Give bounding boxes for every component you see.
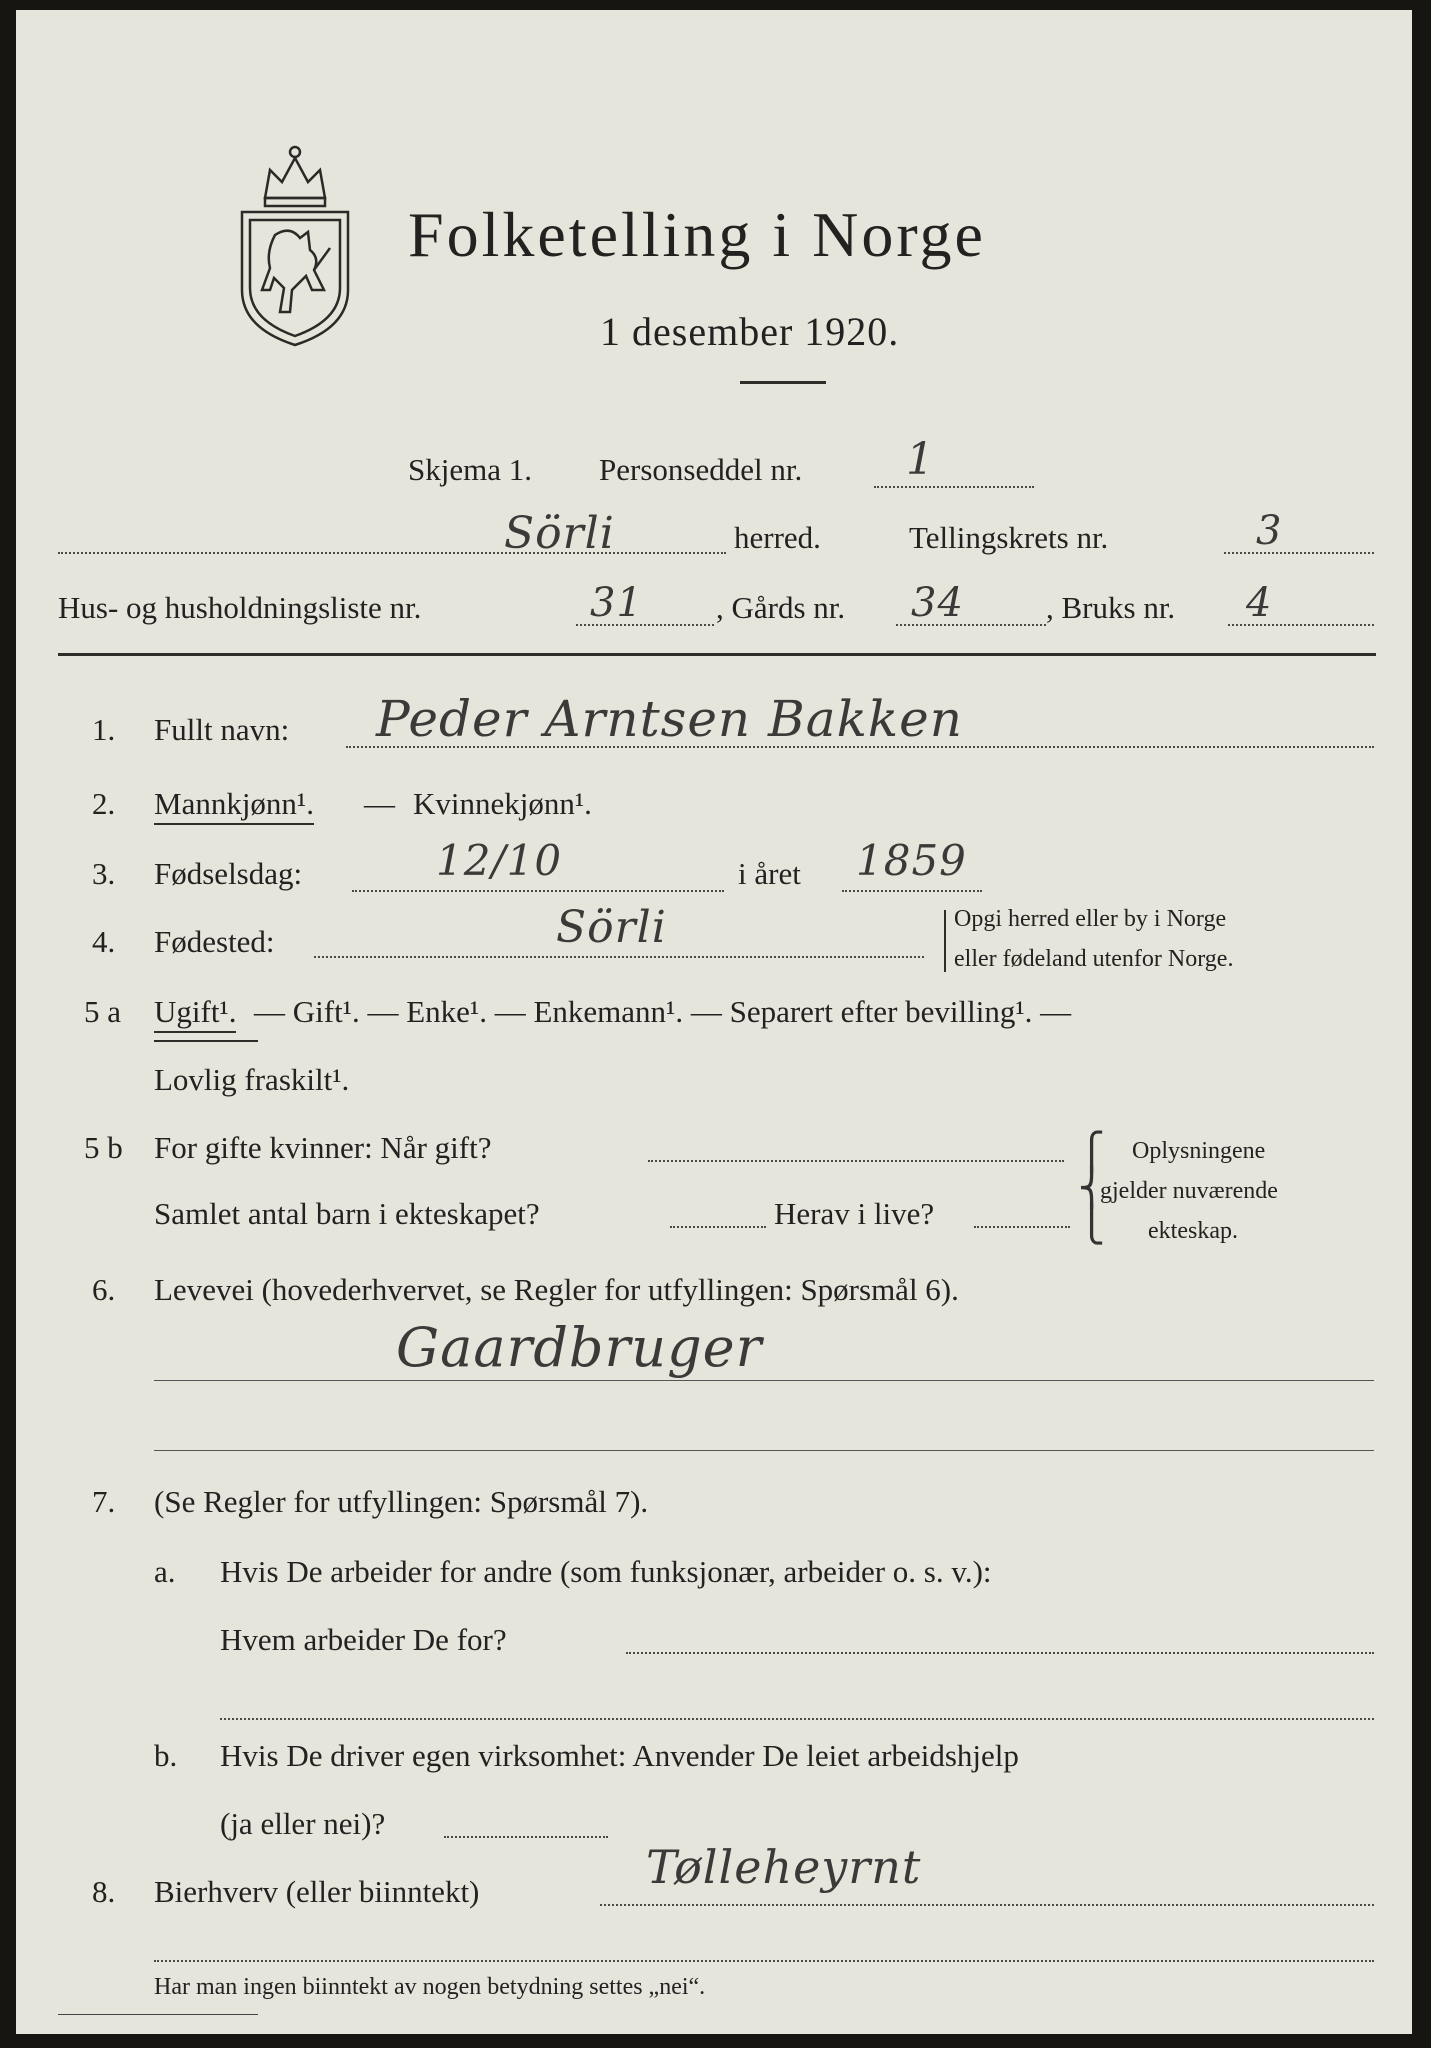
birthplace-line [314, 956, 924, 958]
employer-label: Hvem arbeider De for? [220, 1622, 507, 1657]
ugift-underline [154, 1040, 258, 1042]
q4-number: 4. [92, 924, 116, 959]
full-name-value[interactable]: Peder Arntsen Bakken [376, 690, 963, 748]
children-alive-label: Herav i live? [774, 1196, 935, 1231]
q4-label: Fødested: [154, 924, 275, 959]
q4-note-line2: eller fødeland utenfor Norge. [954, 946, 1234, 972]
q3-year-label: i året [738, 856, 801, 891]
q5b-label: For gifte kvinner: Når gift? [154, 1130, 492, 1165]
q1-label: Fullt navn: [154, 712, 290, 747]
gards-label: , Gårds nr. [716, 590, 846, 625]
q4-note-line1: Opgi herred eller by i Norge [954, 906, 1227, 932]
q7b-label: Hvis De driver egen virksomhet: Anvender De leiet arbeidshjelp [220, 1738, 1019, 1773]
q4-note-bracket [944, 910, 946, 972]
q5b-brace-mid: ⎨ [1078, 1168, 1105, 1208]
side-income-line [600, 1904, 1374, 1906]
census-form [16, 10, 1412, 2034]
bruks-label: , Bruks nr. [1046, 590, 1176, 625]
tellingskrets-label: Tellingskrets nr. [909, 520, 1109, 555]
children-count-line [670, 1226, 766, 1228]
q5b-note-line1: Oplysningene [1132, 1138, 1266, 1164]
personseddel-label: Personseddel nr. [599, 452, 803, 487]
married-when-line [648, 1160, 1064, 1162]
birth-year-line [842, 890, 982, 892]
tellingskrets-value[interactable]: 3 [1256, 508, 1283, 554]
children-count-label: Samlet antal barn i ekteskapet? [154, 1196, 540, 1231]
hus-label: Hus- og husholdningsliste nr. [58, 590, 422, 625]
occupation-value[interactable]: Gaardbruger [396, 1316, 763, 1379]
divorced-option[interactable]: Lovlig fraskilt¹. [154, 1062, 350, 1097]
children-alive-line [974, 1226, 1070, 1228]
personseddel-line [874, 486, 1034, 488]
hired-help-line [444, 1836, 608, 1838]
employer-line [626, 1652, 1374, 1654]
q8-number: 8. [92, 1874, 116, 1909]
marital-status-options[interactable]: — Gift¹. — Enke¹. — Enkemann¹. — Separert efter bevilling¹. — [254, 994, 1072, 1029]
employer-line-2 [220, 1718, 1374, 1720]
birthdate-line [352, 890, 724, 892]
q2-separator: — [364, 786, 395, 821]
tellingskrets-line [1224, 552, 1374, 554]
q7a-letter: a. [154, 1554, 176, 1589]
q5b-brace-top: ⎧ [1078, 1132, 1105, 1172]
q6-label: Levevei (hovederhvervet, se Regler for utfyllingen: Spørsmål 6). [154, 1272, 959, 1307]
hired-help-label: (ja eller nei)? [220, 1806, 386, 1841]
q2-number: 2. [92, 786, 116, 821]
skjema-label: Skjema 1. [408, 452, 532, 487]
gards-value[interactable]: 34 [911, 580, 964, 626]
footer-note: Har man ingen biinntekt av nogen betydning settes „nei“. [154, 1974, 706, 2000]
header-divider [58, 653, 1376, 656]
occupation-line-1 [154, 1380, 1374, 1381]
bruks-value[interactable]: 4 [1246, 580, 1273, 626]
q5a-number: 5 a [84, 994, 122, 1029]
herred-value[interactable]: Sörli [504, 508, 615, 559]
census-date: 1 desember 1920. [600, 309, 900, 354]
norwegian-coat-of-arms-icon [230, 140, 360, 355]
q7a-label: Hvis De arbeider for andre (som funksjonær, arbeider o. s. v.): [220, 1554, 992, 1589]
q3-label: Fødselsdag: [154, 856, 303, 891]
q7b-letter: b. [154, 1738, 178, 1773]
male-option[interactable]: Mannkjønn¹. [154, 786, 314, 825]
personseddel-value[interactable]: 1 [906, 434, 935, 485]
form-title: Folketelling i Norge [408, 199, 986, 270]
q1-number: 1. [92, 712, 116, 747]
q6-number: 6. [92, 1272, 116, 1307]
herred-line [58, 552, 726, 554]
q5b-note-line3: ekteskap. [1148, 1218, 1238, 1244]
q7-number: 7. [92, 1484, 116, 1519]
q8-label: Bierhverv (eller biinntekt) [154, 1874, 480, 1909]
title-divider [740, 381, 826, 384]
q3-number: 3. [92, 856, 116, 891]
birthplace-value[interactable]: Sörli [556, 902, 667, 953]
side-income-line-2 [154, 1960, 1374, 1962]
unmarried-option[interactable]: Ugift¹. [154, 994, 236, 1033]
q5b-brace-bottom: ⎩ [1078, 1204, 1105, 1244]
birthdate-value[interactable]: 12/10 [436, 836, 563, 885]
occupation-line-2 [154, 1450, 1374, 1451]
herred-label: herred. [734, 520, 821, 555]
q5b-number: 5 b [84, 1130, 123, 1165]
footnote-rule [58, 2014, 258, 2015]
female-option[interactable]: Kvinnekjønn¹. [413, 786, 592, 821]
hus-value[interactable]: 31 [590, 580, 643, 626]
q5b-note-line2: gjelder nuværende [1100, 1178, 1278, 1204]
birth-year-value[interactable]: 1859 [856, 836, 967, 885]
q7-label: (Se Regler for utfyllingen: Spørsmål 7). [154, 1484, 649, 1519]
side-income-value[interactable]: Tølleheyrnt [646, 1840, 922, 1894]
